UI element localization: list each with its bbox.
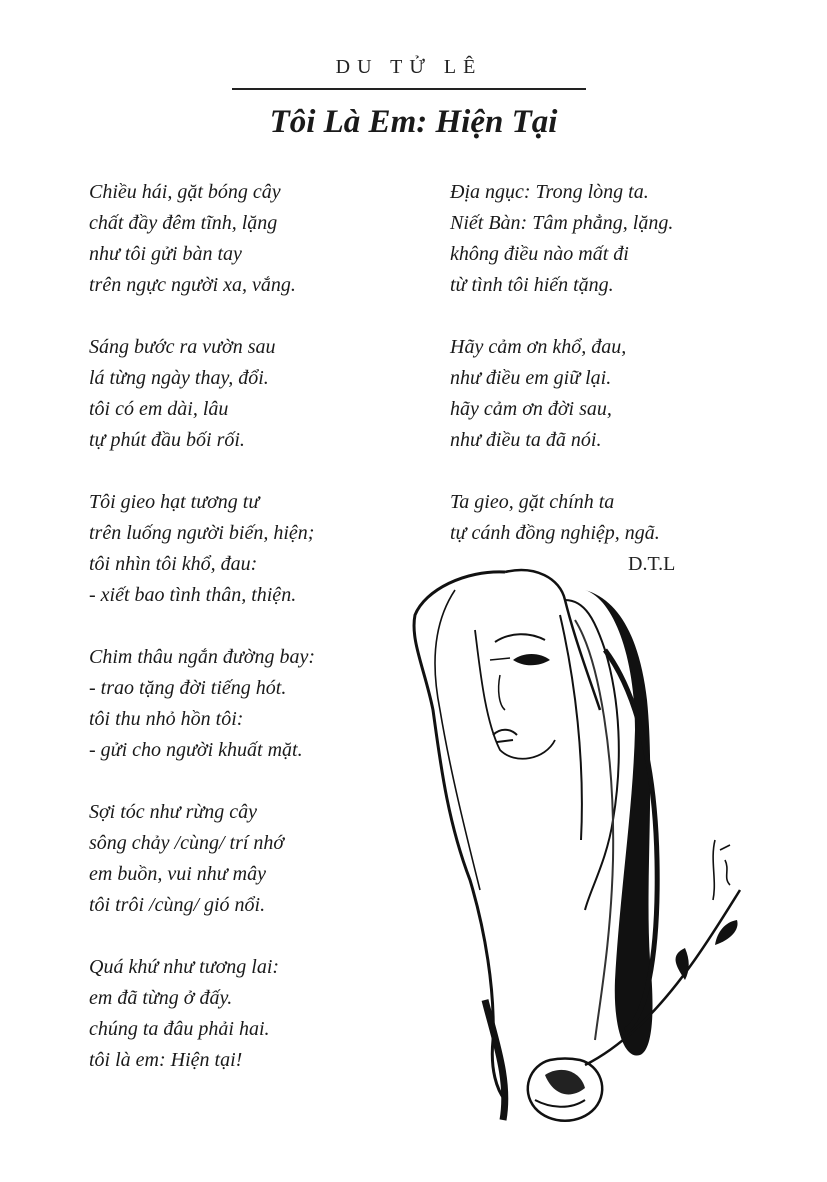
- eyebrow: [495, 634, 545, 642]
- poem-line: như điều ta đã nói.: [450, 429, 602, 451]
- poem-line: - gửi cho người khuất mặt.: [89, 739, 303, 761]
- artist-mark: [713, 840, 730, 900]
- poem-right-column: [450, 177, 780, 580]
- stanza: [450, 177, 780, 301]
- poem-line: chất đầy đêm tĩnh, lặng: [89, 212, 278, 234]
- poem-line: Địa ngục: Trong lòng ta.: [450, 181, 649, 203]
- poem-line: như điều em giữ lại.: [450, 367, 612, 389]
- poem-line: chúng ta đâu phải hai.: [89, 1018, 270, 1040]
- poem-line: Chim thâu ngắn đường bay:: [89, 646, 316, 668]
- rose-leaf: [676, 948, 689, 980]
- poem-line: như tôi gửi bàn tay: [89, 243, 242, 265]
- poem-line: tôi trôi /cùng/ gió nổi.: [89, 894, 266, 916]
- poem-line: em buồn, vui như mây: [89, 863, 266, 885]
- poem-line: - xiết bao tình thân, thiện.: [89, 584, 297, 606]
- rose-petal: [535, 1100, 585, 1107]
- poem-line: tôi thu nhỏ hồn tôi:: [89, 708, 244, 730]
- poem-line: trên luống người biến, hiện;: [89, 522, 315, 544]
- poem-line: Tôi gieo hạt tương tư: [89, 491, 260, 513]
- poem-line: Ta gieo, gặt chính ta: [450, 491, 615, 513]
- nose: [499, 675, 505, 710]
- poem-left-column: [89, 177, 429, 1107]
- poem-line: tự phút đầu bối rối.: [89, 429, 245, 451]
- stanza: [450, 487, 780, 549]
- poem-title: Tôi Là Em: Hiện Tại: [269, 104, 558, 140]
- poem-line: hãy cảm ơn đời sau,: [450, 398, 612, 420]
- poem-line: em đã từng ở đấy.: [89, 987, 233, 1009]
- stanza: [89, 952, 429, 1076]
- stanza: [89, 797, 429, 921]
- poem-line: tôi nhìn tôi khổ, đau:: [89, 553, 258, 575]
- poem-line: tôi có em dài, lâu: [89, 398, 229, 420]
- poem-line: Hãy cảm ơn khổ, đau,: [450, 336, 627, 358]
- eye-line: [490, 658, 510, 660]
- poem-line: Quá khứ như tương lai:: [89, 956, 280, 978]
- eye: [513, 654, 550, 665]
- rose-petal: [545, 1070, 585, 1095]
- stanza: [450, 332, 780, 456]
- rose-stem: [585, 890, 740, 1065]
- poem-line: từ tình tôi hiến tặng.: [450, 274, 614, 296]
- poem-line: tự cánh đồng nghiệp, ngã.: [450, 522, 660, 544]
- stanza: [89, 177, 429, 301]
- face-outline: [475, 630, 555, 759]
- poem-line: - trao tặng đời tiếng hót.: [89, 677, 287, 699]
- ink-portrait-illustration: [385, 560, 785, 1160]
- header-rule: [232, 88, 586, 90]
- poem-line: Sợi tóc như rừng cây: [89, 801, 258, 823]
- poem-line: tôi là em: Hiện tại!: [89, 1049, 243, 1071]
- poem-line: sông chảy /cùng/ trí nhớ: [89, 832, 285, 854]
- poem-line: Chiều hái, gặt bóng cây: [89, 181, 281, 203]
- poem-line: trên ngực người xa, vắng.: [89, 274, 296, 296]
- signature: D.T.L: [628, 553, 676, 575]
- poem-line: lá từng ngày thay, đổi.: [89, 367, 269, 389]
- poem-line: Sáng bước ra vườn sau: [89, 336, 276, 358]
- author-name: DU TỬ LÊ: [335, 56, 483, 78]
- ink-strand: [485, 1000, 505, 1120]
- poem-line: Niết Bàn: Tâm phẳng, lặng.: [450, 212, 674, 234]
- ink-strand: [585, 590, 653, 1056]
- poem-line: không điều nào mất đi: [450, 243, 629, 265]
- stanza: [89, 332, 429, 456]
- hair-right-edge: [565, 600, 619, 910]
- stanza: [89, 642, 429, 766]
- stanza: [89, 487, 429, 611]
